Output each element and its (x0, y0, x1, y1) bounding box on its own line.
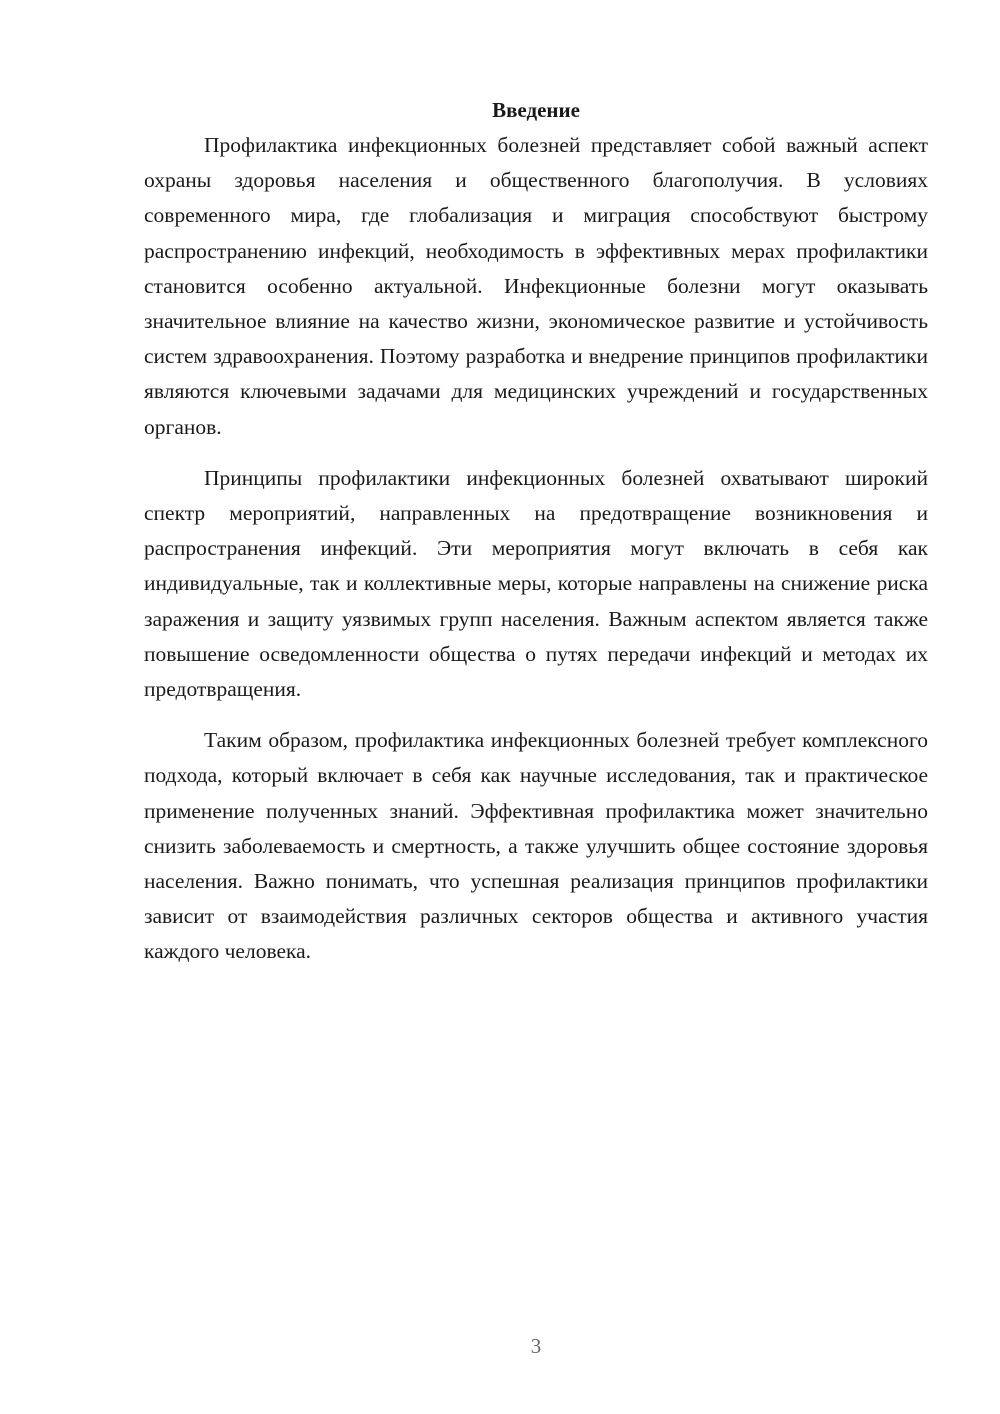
paragraph: Принципы профилактики инфекционных болезней охватывают широкий спектр мероприятий, направленных на предотвращение возникновения и распространения инфекций. Эти мероприятия могут включать в себя как индивидуальные, так и коллективные меры, которые направлены на снижение риска заражения и защиту уязвимых групп населения. Важным аспектом является также повышение осведомленности общества о путях передачи инфекций и методах их предотвращения. (144, 465, 928, 702)
paragraph: Профилактика инфекционных болезней представляет собой важный аспект охраны здоровья населения и общественного благополучия. В условиях современного мира, где глобализация и миграция способствуют быстрому распространению инфекций, необходимость в эффективных мерах профилактики становится особенно актуальной. Инфекционные болезни могут оказывать значительное влияние на качество жизни, экономическое развитие и устойчивость систем здравоохранения. Поэтому разработка и внедрение принципов профилактики являются ключевыми задачами для медицинских учреждений и государственных органов. (144, 133, 928, 439)
page-number: 3 (530, 1334, 542, 1358)
section-title: Введение (492, 98, 580, 122)
page-content (144, 93, 928, 986)
paragraph: Таким образом, профилактика инфекционных болезней требует комплексного подхода, который включает в себя как научные исследования, так и практическое применение полученных знаний. Эффективная профилактика может значительно снизить заболеваемость и смертность, а также улучшить общее состояние здоровья населения. Важно понимать, что успешная реализация принципов профилактики зависит от взаимодействия различных секторов общества и активного участия каждого человека. (144, 728, 928, 964)
